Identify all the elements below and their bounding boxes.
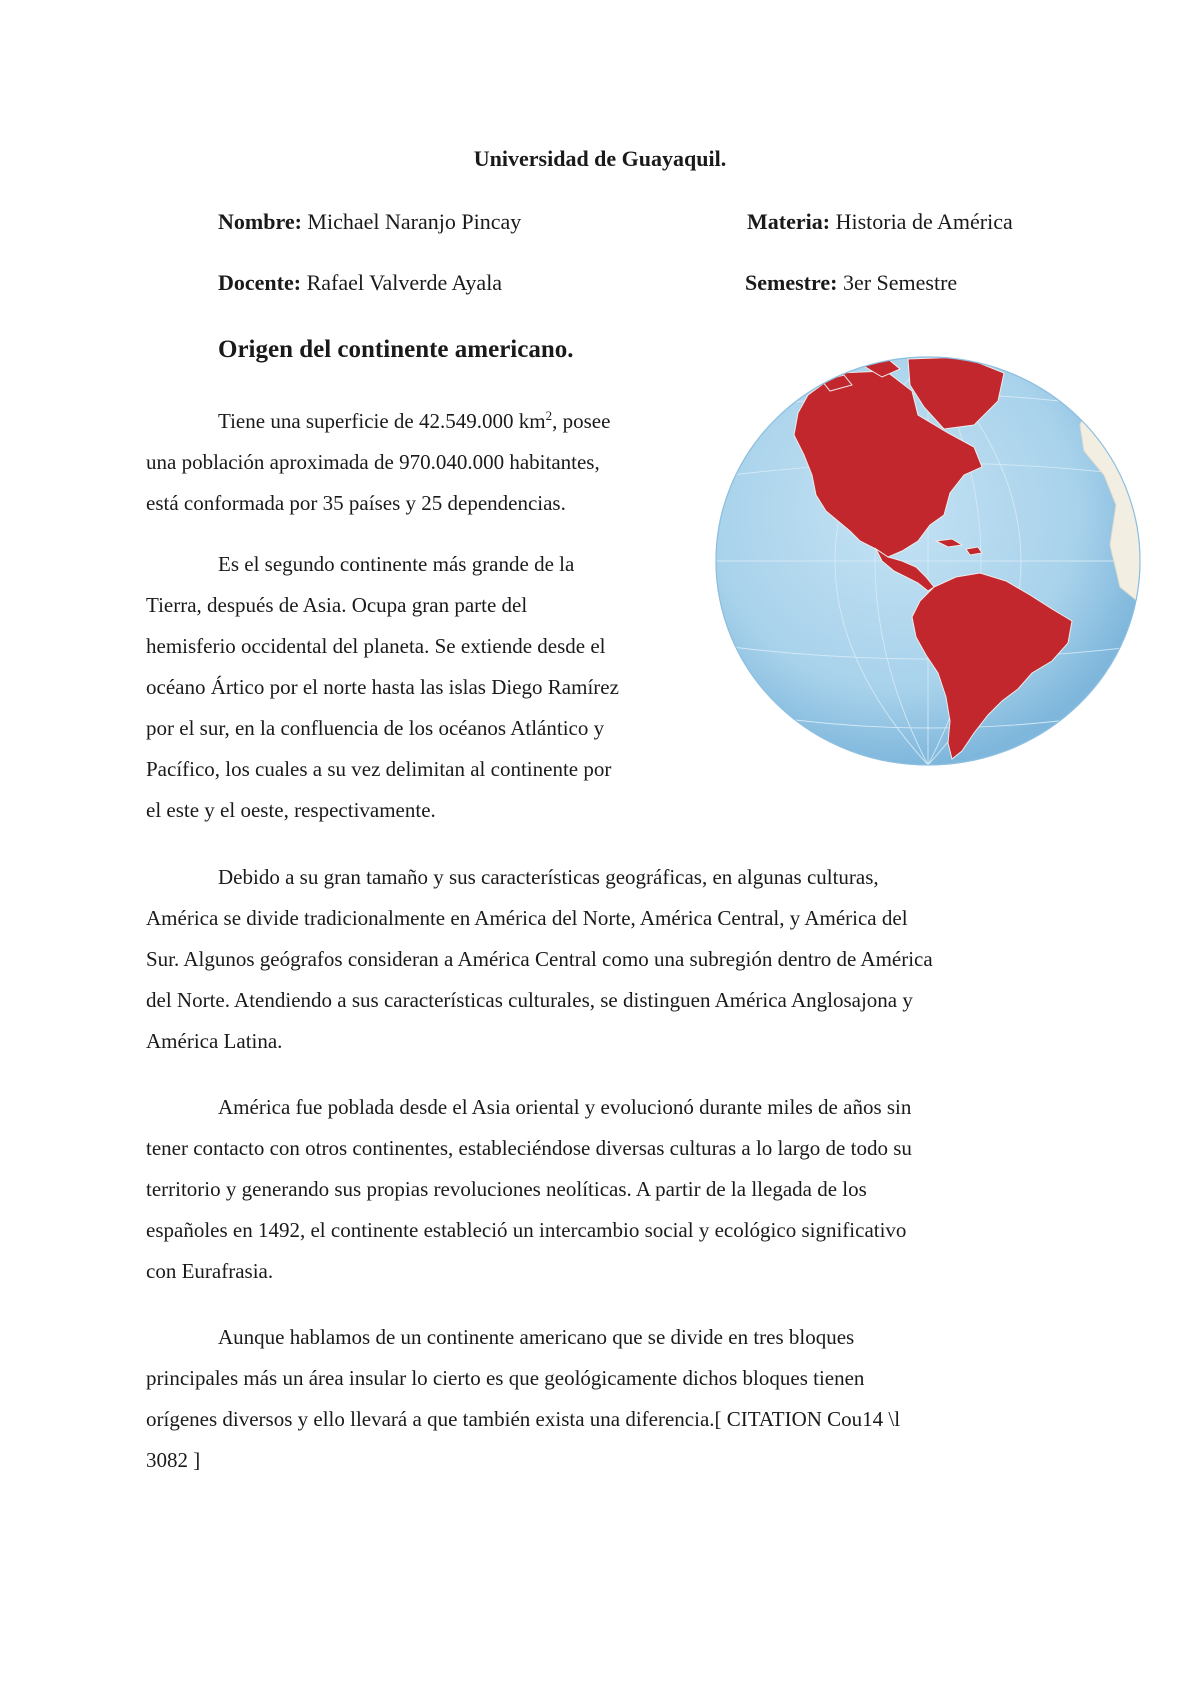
paragraph-line: Tierra, después de Asia. Ocupa gran parte del [146,593,528,617]
paragraph-line: Aunque hablamos de un continente americano que se divide en tres bloques [218,1325,855,1349]
paragraph-2 [146,544,619,831]
paragraph-line: Es el segundo continente más grande de la [218,552,575,576]
paragraph-line: territorio y generando sus propias revoluciones neolíticas. A partir de la llegada de los [146,1177,867,1201]
paragraph-line: una población aproximada de 970.040.000 habitantes, [146,450,600,474]
globe-americas-image [712,355,1144,767]
nombre-value: Michael Naranjo Pincay [307,209,522,234]
globe-americas-icon [712,355,1144,767]
paragraph-3 [146,857,933,1062]
docente-value: Rafael Valverde Ayala [306,270,503,295]
paragraph-5 [146,1317,900,1481]
semestre-value: 3er Semestre [842,270,958,295]
paragraph-line: océano Ártico por el norte hasta las islas Diego Ramírez [146,675,619,699]
paragraph-line: orígenes diversos y ello llevará a que también exista una diferencia.[ CITATION Cou14 \l [146,1407,901,1431]
paragraph-line: Debido a su gran tamaño y sus características geográficas, en algunas culturas, [218,865,879,889]
paragraph-line: del Norte. Atendiendo a sus características culturales, se distinguen América Anglosajona y [146,988,913,1012]
paragraph-line: principales más un área insular lo cierto es que geológicamente dichos bloques tienen [146,1366,865,1390]
materia-field [747,209,1013,235]
paragraph-4 [146,1087,912,1292]
nombre-label: Nombre: [218,209,302,234]
university-title: Universidad de Guayaquil. [473,146,727,171]
paragraph-line: por el sur, en la confluencia de los océanos Atlántico y [146,716,605,740]
paragraph-line: Sur. Algunos geógrafos consideran a América Central como una subregión dentro de América [146,947,933,971]
paragraph-line: América se divide tradicionalmente en América del Norte, América Central, y América del [146,906,908,930]
nombre-field [218,209,521,235]
semestre-label: Semestre: [745,270,838,295]
section-heading: Origen del continente americano. [218,336,574,363]
paragraph-line: 3082 ] [146,1448,201,1472]
paragraph-line: españoles en 1492, el continente estableció un intercambio social y ecológico significativo [146,1218,907,1242]
semestre-field [745,270,957,296]
paragraph-line: Tiene una superficie de 42.549.000 $km^2$, posee [218,408,611,433]
paragraph-line: está conformada por 35 países y 25 dependencias. [146,491,566,515]
paragraph-line: con Eurafrasia. [146,1259,274,1283]
paragraph-line: América fue poblada desde el Asia oriental y evolucionó durante miles de años sin [218,1095,912,1119]
docente-label: Docente: [218,270,302,295]
paragraph-line: hemisferio occidental del planeta. Se extiende desde el [146,634,606,658]
paragraph-line: tener contacto con otros continentes, estableciéndose diversas culturas a lo largo de todo su [146,1136,912,1160]
paragraph-line: América Latina. [146,1029,283,1053]
paragraph-line: el este y el oeste, respectivamente. [146,798,436,822]
docente-field [218,270,502,296]
paragraph-line: Pacífico, los cuales a su vez delimitan al continente por [146,757,612,781]
materia-label: Materia: [747,209,831,234]
materia-value: Historia de América [835,209,1013,234]
paragraph-1 [146,395,610,524]
